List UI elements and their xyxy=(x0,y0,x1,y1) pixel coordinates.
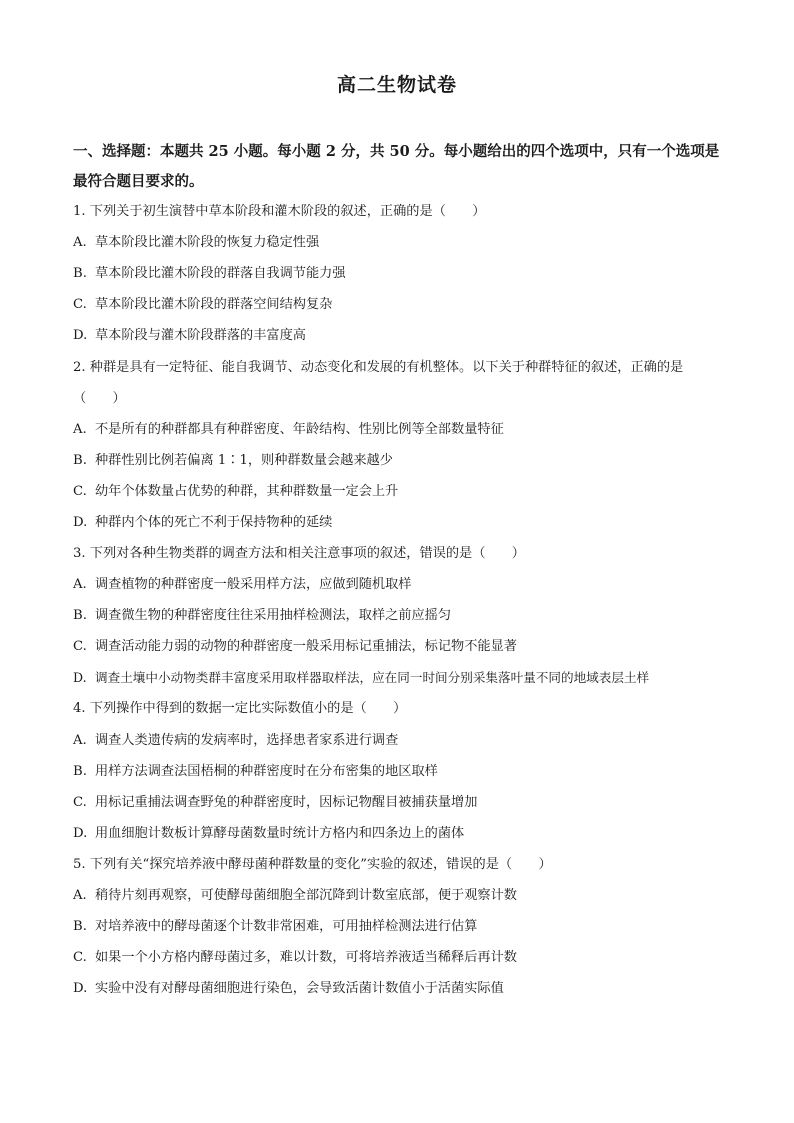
question-2-option-c xyxy=(73,482,398,502)
option-text: 调查人类遗传病的发病率时，选择患者家系进行调查 xyxy=(95,733,399,748)
option-letter: C. xyxy=(73,297,87,312)
question-1-option-d xyxy=(73,326,306,346)
question-2-option-a xyxy=(73,420,504,440)
option-text: 不是所有的种群都具有种群密度、年龄结构、性别比例等全部数量特征 xyxy=(95,422,504,437)
option-text: 草本阶段比灌木阶段的群落空间结构复杂 xyxy=(95,297,333,312)
option-text: 种群内个体的死亡不利于保持物种的延续 xyxy=(95,515,333,530)
question-4-option-d xyxy=(73,824,464,844)
option-text: 用样方法调查法国梧桐的种群密度时在分布密集的地区取样 xyxy=(95,764,438,779)
option-text: 调查土壤中小动物类群丰富度采用取样器取样法，应在同一时间分别采集落叶量不同的地域表层土样 xyxy=(95,670,650,685)
option-text: 草本阶段比灌木阶段的恢复力稳定性强 xyxy=(95,235,320,250)
option-text: 调查植物的种群密度一般采用样方法，应做到随机取样 xyxy=(95,577,412,592)
option-letter: D. xyxy=(73,826,88,841)
question-4-option-b xyxy=(73,762,438,782)
option-letter: C. xyxy=(73,484,87,499)
option-letter: B. xyxy=(73,453,87,468)
option-text: 用标记重捕法调查野兔的种群密度时，因标记物醒目被捕获量增加 xyxy=(95,795,478,810)
question-1-stem: 1. 下列关于初生演替中草本阶段和灌木阶段的叙述，正确的是（ ） xyxy=(73,204,486,219)
option-text: 稍待片刻再观察，可使酵母菌细胞全部沉降到计数室底部，便于观察计数 xyxy=(95,888,517,903)
question-1-option-b xyxy=(73,264,346,284)
question-2-option-d xyxy=(73,513,332,533)
option-letter: B. xyxy=(73,919,87,934)
question-3-option-d xyxy=(73,668,649,688)
question-4-option-a xyxy=(73,731,398,751)
question-3-option-b xyxy=(73,606,451,626)
question-3-stem: 3. 下列对各种生物类群的调查方法和相关注意事项的叙述，错误的是（ ） xyxy=(73,546,525,561)
question-4-option-c xyxy=(73,793,477,813)
page-title: 高二生物试卷 xyxy=(336,74,457,96)
question-3-option-a xyxy=(73,575,412,595)
option-text: 调查活动能力弱的动物的种群密度一般采用标记重捕法，标记物不能显著 xyxy=(95,639,517,654)
option-text: 种群性别比例若偏离 1∶1，则种群数量会越来越少 xyxy=(95,453,393,468)
option-letter: A. xyxy=(73,888,87,903)
question-3-option-c xyxy=(73,637,517,657)
question-1-option-a xyxy=(73,233,319,253)
option-letter: A. xyxy=(73,733,87,748)
option-text: 草本阶段与灌木阶段群落的丰富度高 xyxy=(95,328,306,343)
question-1-option-c xyxy=(73,295,332,315)
option-letter: C. xyxy=(73,795,87,810)
option-text: 草本阶段比灌木阶段的群落自我调节能力强 xyxy=(95,266,346,281)
question-5-option-b xyxy=(73,917,477,937)
option-letter: D. xyxy=(73,328,88,343)
option-letter: D. xyxy=(73,981,88,996)
question-5-option-a xyxy=(73,886,517,906)
option-text: 用血细胞计数板计算酵母菌数量时统计方格内和四条边上的菌体 xyxy=(95,826,465,841)
option-text: 如果一个小方格内酵母菌过多，难以计数，可将培养液适当稀释后再计数 xyxy=(95,950,517,965)
option-text: 对培养液中的酵母菌逐个计数非常困难，可用抽样检测法进行估算 xyxy=(95,919,478,934)
question-5-option-c xyxy=(73,948,517,968)
question-4-stem: 4. 下列操作中得到的数据一定比实际数值小的是（ ） xyxy=(73,701,407,716)
question-5-option-d xyxy=(73,979,504,999)
option-letter: D. xyxy=(73,670,87,685)
option-letter: B. xyxy=(73,266,87,281)
option-letter: A. xyxy=(73,235,87,250)
option-text: 调查微生物的种群密度往往采用抽样检测法，取样之前应摇匀 xyxy=(95,608,452,623)
option-letter: D. xyxy=(73,515,88,530)
section-heading: 一、选择题：本题共 25 小题。每小题 2 分，共 50 分。每小题给出的四个选项中，只有一个选项是最符合题目要求的。 xyxy=(73,143,720,190)
option-text: 幼年个体数量占优势的种群，其种群数量一定会上升 xyxy=(95,484,399,499)
option-letter: C. xyxy=(73,950,87,965)
option-letter: B. xyxy=(73,608,87,623)
option-letter: A. xyxy=(73,577,87,592)
option-letter: C. xyxy=(73,639,87,654)
question-2-stem: 2. 种群是具有一定特征、能自我调节、动态变化和发展的有机整体。以下关于种群特征的叙述，正确的是（ ） xyxy=(73,360,684,406)
question-2-option-b xyxy=(73,451,393,471)
question-5-stem: 5. 下列有关“探究培养液中酵母菌种群数量的变化”实验的叙述，错误的是（ ） xyxy=(73,857,552,872)
option-text: 实验中没有对酵母菌细胞进行染色，会导致活菌计数值小于活菌实际值 xyxy=(95,981,504,996)
option-letter: A. xyxy=(73,422,87,437)
option-letter: B. xyxy=(73,764,87,779)
